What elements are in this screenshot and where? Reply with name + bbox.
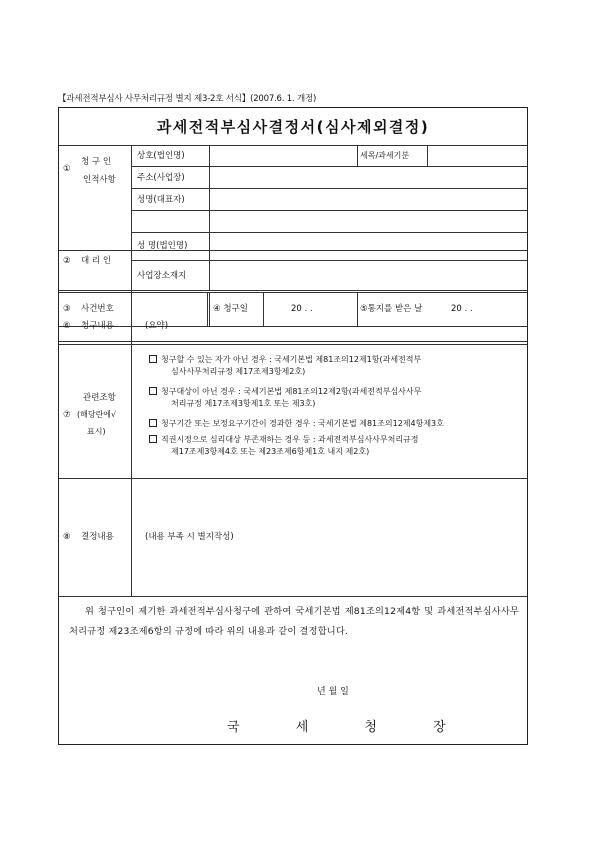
case-number-label: 사건번호 <box>81 304 114 314</box>
rule-option-2[interactable] <box>149 386 517 410</box>
rule-option-4[interactable] <box>149 434 517 458</box>
related-rules-label-line2: (해당란에√ <box>77 410 117 419</box>
field-label-tax-item: 세목/과세기분 <box>360 151 410 160</box>
decision-statement: 위 청구인이 제기한 과세전적부심사청구에 관하여 국세기본법 제81조의12제4항 및 과세전적부심사사무처리규정 제23조제6항의 규정에 따라 위의 내용과 같이 결정합니다. <box>69 606 519 637</box>
rule-option-text: 직권시정으로 심리대상 부존재하는 경우 등 : 과세전적부심사사무처리규정 <box>161 435 419 444</box>
field-label-rep-name: 성명(대표자) <box>137 195 185 205</box>
claim-content-number: ⑥ <box>63 321 71 331</box>
rule-option-3[interactable] <box>149 418 517 430</box>
checkbox-icon[interactable] <box>149 355 157 363</box>
form-header-note: 【과세전적부심사 사무처리규정 별지 제3-2호 서식】(2007.6. 1. 개정) <box>58 94 317 104</box>
claimant-number: ① <box>63 164 71 174</box>
related-rules-number: ⑦ <box>63 410 71 420</box>
form-title: 과세전적부심사결정서(심사제외결정) <box>59 108 527 146</box>
checkbox-icon[interactable] <box>149 387 157 395</box>
claim-content-label: 청구내용 <box>81 321 114 331</box>
rule-option-text: 청구할 수 있는 자가 아닌 경우 : 국세기본법 제81조의12제1항(과세전적부 <box>161 355 422 364</box>
claim-date-value: 20 . . <box>291 304 313 314</box>
decision-label: 결정내용 <box>81 532 114 542</box>
related-rules-label-line1: 관련조항 <box>83 393 116 403</box>
field-label-agent-office: 사업장소재지 <box>137 271 187 281</box>
agent-label: 대 리 인 <box>81 256 112 266</box>
decision-number: ⑧ <box>63 532 71 542</box>
checkbox-icon[interactable] <box>149 419 157 427</box>
case-number-number: ③ <box>63 304 71 314</box>
agent-number: ② <box>63 256 71 266</box>
rule-option-text: 청구대상이 아닌 경우 : 국세기본법 제81조의12제2항(과세전적부심사사무 <box>161 387 422 396</box>
rule-option-1[interactable] <box>149 354 517 378</box>
field-label-name-corp: 상호(법인명) <box>137 151 185 161</box>
claim-content-value: (요약) <box>145 321 169 331</box>
claimant-label-line2: 인적사항 <box>83 175 116 185</box>
claim-date-label: ④ 청구일 <box>213 304 248 314</box>
field-label-address: 주소(사업장) <box>137 173 185 183</box>
decision-value: (내용 부족 시 별지작성) <box>145 532 234 542</box>
notice-date-value: 20 . . <box>451 304 473 314</box>
rule-option-text: 제17조제3항제4호 또는 제23조제6항제1호 내지 제2호) <box>171 447 370 456</box>
decision-form <box>58 107 528 745</box>
rule-option-text: 처리규정 제17조제3항제1호 또는 제3호) <box>171 399 316 408</box>
date-line: 년 월 일 <box>317 687 349 697</box>
field-label-agent-name: 성 명(법인명) <box>137 241 188 251</box>
claimant-label-line1: 청 구 인 <box>81 157 112 167</box>
related-rules-label-line3: 표시) <box>87 427 106 436</box>
rule-option-text: 심사사무처리규정 제17조제3항제2호) <box>171 367 306 376</box>
checkbox-icon[interactable] <box>149 435 157 443</box>
issuer-signature: 국 세 청 장 <box>227 720 472 735</box>
notice-date-label: ⑤통지를 받은 날 <box>360 304 423 314</box>
rule-option-text: 청구기간 또는 보정요구기간이 경과한 경우 : 국세기본법 제81조의12제4항제3호 <box>161 419 444 428</box>
